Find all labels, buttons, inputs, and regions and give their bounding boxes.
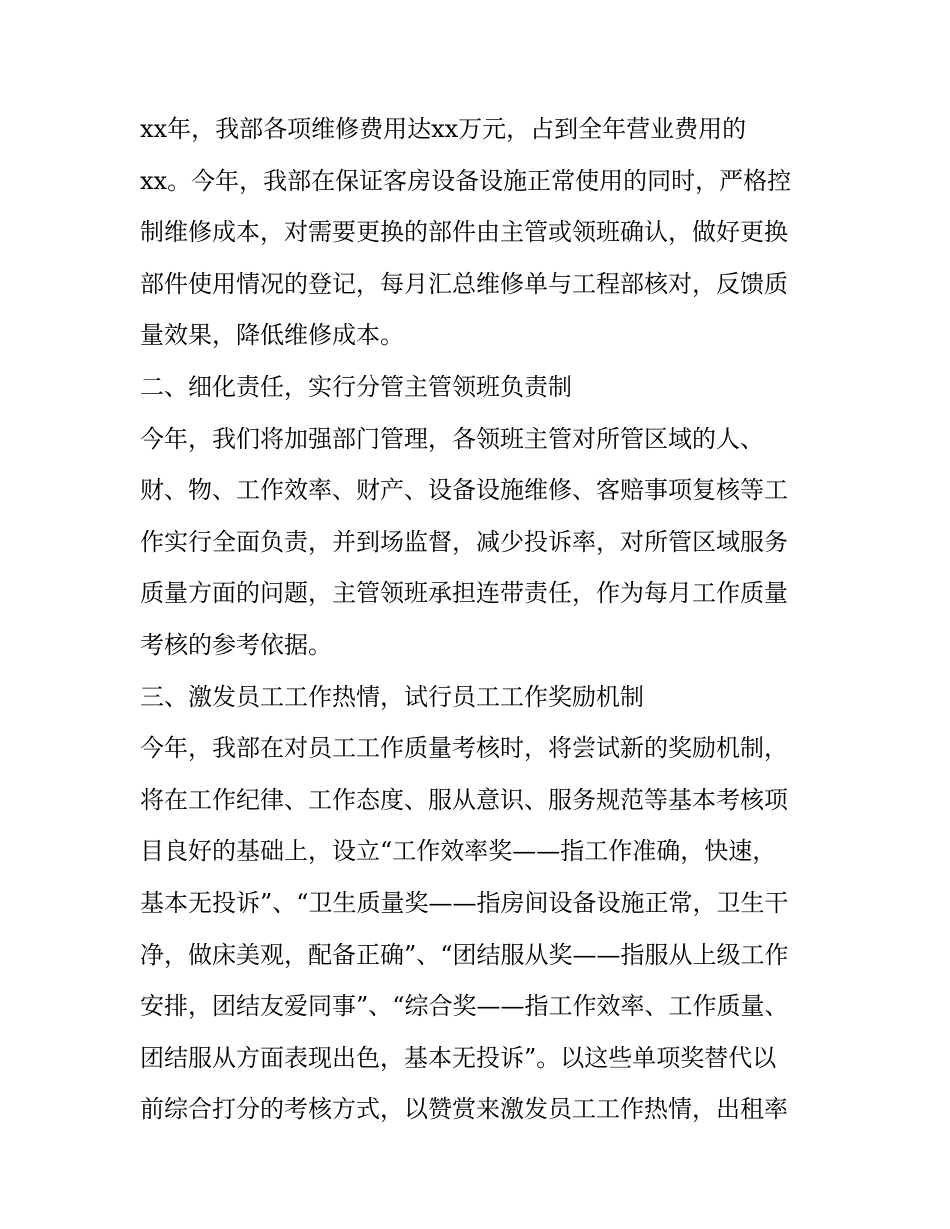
text-line: 安排，团结友爱同事”、“综合奖——指工作效率、工作质量、 — [140, 992, 789, 1021]
text-line: 量效果，降低维修成本。 — [140, 321, 404, 350]
text-line: 质量方面的问题，主管领班承担连带责任，作为每月工作质量 — [140, 579, 788, 608]
section-heading: 二、细化责任，实行分管主管领班负责制 — [140, 372, 572, 401]
text-line: 作实行全面负责，并到场监督，减少投诉率，对所管区域服务 — [140, 527, 788, 556]
section-heading: 三、激发员工工作热情，试行员工工作奖励机制 — [140, 682, 644, 711]
document-body — [140, 104, 820, 1136]
text-line: 将在工作纪律、工作态度、服从意识、服务规范等基本考核项 — [140, 785, 788, 814]
text-line: 基本无投诉”、“卫生质量奖——指房间设备设施正常，卫生干 — [140, 888, 789, 917]
text-line: 前综合打分的考核方式，以赞赏来激发员工工作热情，出租率 — [140, 1095, 788, 1124]
text-line: 部件使用情况的登记，每月汇总维修单与工程部核对，反馈质 — [140, 269, 788, 298]
text-line: 团结服从方面表现出色，基本无投诉”。以这些单项奖替代以 — [140, 1043, 777, 1072]
text-line: 考核的参考依据。 — [140, 630, 332, 659]
text-line: 目良好的基础上，设立“工作效率奖——指工作准确，快速， — [140, 837, 777, 866]
text-line: 制维修成本，对需要更换的部件由主管或领班确认，做好更换 — [140, 218, 788, 247]
text-line: xx年，我部各项维修费用达xx万元，占到全年营业费用的 — [140, 115, 747, 143]
text-line: 今年，我们将加强部门管理，各领班主管对所管区域的人、 — [140, 424, 764, 453]
text-line: xx。今年，我部在保证客房设备设施正常使用的同时，严格控 — [140, 166, 792, 195]
text-line: 今年，我部在对员工工作质量考核时，将尝试新的奖励机制， — [140, 734, 788, 763]
text-line: 财、物、工作效率、财产、设备设施维修、客赔事项复核等工 — [140, 476, 788, 505]
text-line: 净，做床美观，配备正确”、“团结服从奖——指服从上级工作 — [140, 940, 789, 969]
